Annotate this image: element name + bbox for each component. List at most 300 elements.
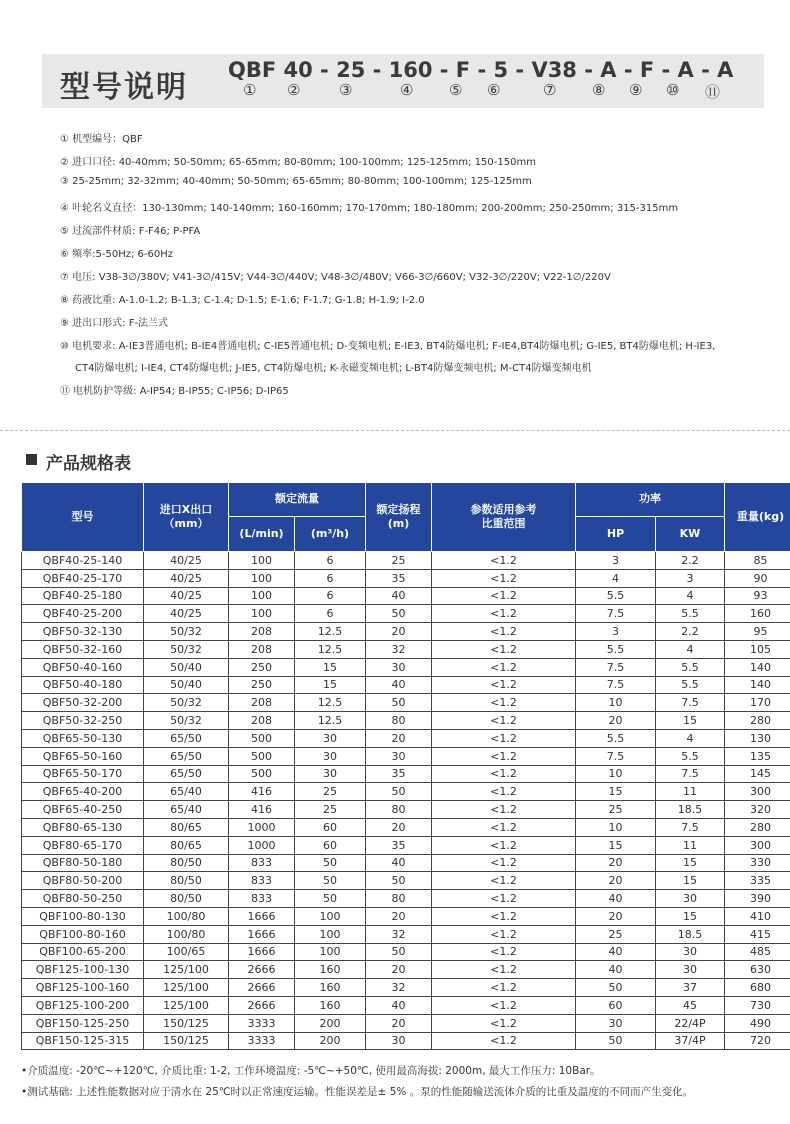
cell-flow-lmin: 1000: [229, 818, 295, 836]
cell-model: QBF50-32-160: [22, 640, 144, 658]
header-flow-lmin: (L/min): [229, 517, 295, 552]
cell-kw: 11: [656, 836, 725, 854]
cell-flow-lmin: 416: [229, 783, 295, 801]
cell-flow-lmin: 100: [229, 587, 295, 605]
cell-kw: 30: [656, 961, 725, 979]
cell-kw: 15: [656, 712, 725, 730]
cell-flow-lmin: 250: [229, 658, 295, 676]
cell-flow-lmin: 500: [229, 729, 295, 747]
cell-model: QBF50-32-250: [22, 712, 144, 730]
cell-port: 40/25: [144, 552, 229, 570]
spec-line-material: ⑤ 过流部件材质: F-F46; P-PFA: [60, 226, 201, 237]
spec-line-machine-code: ① 机型编号：QBF: [60, 134, 143, 145]
cell-head: 80: [366, 712, 432, 730]
table-row: [22, 943, 790, 961]
cell-flow-m3h: 200: [295, 1014, 366, 1032]
cell-kw: 5.5: [656, 676, 725, 694]
model-title: 型号说明: [60, 70, 188, 105]
cell-sg: <1.2: [432, 569, 576, 587]
cell-port: 100/80: [144, 925, 229, 943]
cell-weight: 95: [725, 623, 790, 641]
cell-hp: 30: [576, 1014, 656, 1032]
cell-kw: 7.5: [656, 765, 725, 783]
header-flow: 额定流量: [229, 483, 366, 517]
cell-hp: 40: [576, 943, 656, 961]
cell-model: QBF50-40-180: [22, 676, 144, 694]
model-marker: ⑦: [543, 81, 557, 99]
cell-head: 30: [366, 747, 432, 765]
cell-weight: 85: [725, 552, 790, 570]
cell-weight: 135: [725, 747, 790, 765]
cell-hp: 20: [576, 712, 656, 730]
cell-flow-m3h: 6: [295, 587, 366, 605]
cell-model: QBF65-50-130: [22, 729, 144, 747]
cell-hp: 15: [576, 783, 656, 801]
cell-flow-m3h: 100: [295, 925, 366, 943]
cell-head: 32: [366, 640, 432, 658]
cell-port: 65/50: [144, 765, 229, 783]
table-row: [22, 658, 790, 676]
cell-flow-lmin: 208: [229, 623, 295, 641]
cell-weight: 630: [725, 961, 790, 979]
cell-weight: 140: [725, 676, 790, 694]
header-weight: 重量(kg): [725, 483, 790, 552]
cell-model: QBF80-50-250: [22, 890, 144, 908]
table-row: [22, 729, 790, 747]
cell-model: QBF40-25-140: [22, 552, 144, 570]
cell-flow-m3h: 6: [295, 552, 366, 570]
cell-model: QBF100-65-200: [22, 943, 144, 961]
cell-port: 125/100: [144, 979, 229, 997]
cell-head: 50: [366, 605, 432, 623]
table-row: [22, 552, 790, 570]
cell-flow-lmin: 1666: [229, 907, 295, 925]
cell-kw: 11: [656, 783, 725, 801]
cell-hp: 20: [576, 854, 656, 872]
header-head: [366, 483, 432, 552]
cell-head: 40: [366, 854, 432, 872]
cell-kw: 4: [656, 729, 725, 747]
cell-flow-m3h: 25: [295, 783, 366, 801]
cell-weight: 485: [725, 943, 790, 961]
cell-flow-m3h: 30: [295, 729, 366, 747]
cell-weight: 130: [725, 729, 790, 747]
cell-weight: 335: [725, 872, 790, 890]
cell-sg: <1.2: [432, 961, 576, 979]
cell-hp: 40: [576, 890, 656, 908]
cell-head: 50: [366, 783, 432, 801]
cell-hp: 10: [576, 765, 656, 783]
table-row: [22, 747, 790, 765]
cell-hp: 15: [576, 836, 656, 854]
cell-sg: <1.2: [432, 676, 576, 694]
cell-sg: <1.2: [432, 943, 576, 961]
cell-hp: 20: [576, 907, 656, 925]
cell-model: QBF150-125-315: [22, 1032, 144, 1050]
cell-hp: 5.5: [576, 587, 656, 605]
cell-flow-m3h: 30: [295, 765, 366, 783]
cell-model: QBF40-25-200: [22, 605, 144, 623]
header-head-unit: (m): [387, 517, 410, 530]
cell-kw: 18.5: [656, 925, 725, 943]
model-marker: ⑪: [705, 83, 721, 101]
cell-model: QBF40-25-180: [22, 587, 144, 605]
table-row: [22, 907, 790, 925]
cell-kw: 37: [656, 979, 725, 997]
cell-weight: 90: [725, 569, 790, 587]
table-row: [22, 836, 790, 854]
cell-weight: 415: [725, 925, 790, 943]
spec-line-outlet: ③ 25-25mm; 32-32mm; 40-40mm; 50-50mm; 65-65mm; 80-80mm; 100-100mm; 125-125mm: [60, 176, 532, 187]
cell-flow-m3h: 12.5: [295, 712, 366, 730]
cell-kw: 30: [656, 943, 725, 961]
cell-flow-lmin: 250: [229, 676, 295, 694]
cell-model: QBF50-32-200: [22, 694, 144, 712]
cell-weight: 320: [725, 801, 790, 819]
spec-line-motor-cont: CT4防爆电机; I-IE4, CT4防爆电机; J-IE5, CT4防爆电机; K-永磁变频电机; L-BT4防爆变频电机; M-CT4防爆变频电机: [75, 363, 592, 374]
cell-flow-m3h: 6: [295, 605, 366, 623]
cell-weight: 720: [725, 1032, 790, 1050]
section-title: 产品规格表: [46, 454, 131, 474]
model-marker: ①: [243, 81, 257, 99]
table-row: [22, 996, 790, 1014]
cell-weight: 680: [725, 979, 790, 997]
cell-sg: <1.2: [432, 836, 576, 854]
cell-head: 40: [366, 996, 432, 1014]
cell-head: 20: [366, 729, 432, 747]
section-divider: [0, 430, 790, 431]
spec-line-motor: ⑩ 电机要求: A-IE3普通电机; B-IE4普通电机; C-IE5普通电机; D-变频电机; E-IE3, BT4防爆电机; F-IE4,BT4防爆电机; G-IE5, BT4防爆电机; H-IE3,: [60, 341, 716, 352]
spec-line-connection: ⑨ 进出口形式: F-法兰式: [60, 318, 169, 329]
spec-table-body: [22, 552, 790, 1050]
spec-line-voltage: ⑦ 电压: V38-3∅/380V; V41-3∅/415V; V44-3∅/440V; V48-3∅/480V; V66-3∅/660V; V32-3∅/220V; V22-1∅/220V: [60, 272, 611, 283]
cell-hp: 3: [576, 552, 656, 570]
table-row: [22, 890, 790, 908]
cell-kw: 7.5: [656, 818, 725, 836]
cell-flow-lmin: 208: [229, 712, 295, 730]
cell-model: QBF65-50-160: [22, 747, 144, 765]
cell-port: 150/125: [144, 1014, 229, 1032]
cell-flow-m3h: 25: [295, 801, 366, 819]
header-flow-m3h: (m³/h): [295, 517, 366, 552]
cell-sg: <1.2: [432, 1014, 576, 1032]
cell-sg: <1.2: [432, 801, 576, 819]
cell-hp: 4: [576, 569, 656, 587]
cell-hp: 60: [576, 996, 656, 1014]
cell-flow-m3h: 50: [295, 854, 366, 872]
cell-model: QBF65-40-200: [22, 783, 144, 801]
cell-weight: 390: [725, 890, 790, 908]
cell-flow-lmin: 3333: [229, 1014, 295, 1032]
table-row: [22, 694, 790, 712]
cell-head: 20: [366, 623, 432, 641]
cell-sg: <1.2: [432, 854, 576, 872]
model-marker: ⑥: [487, 81, 501, 99]
table-row: [22, 605, 790, 623]
cell-weight: 330: [725, 854, 790, 872]
cell-hp: 10: [576, 694, 656, 712]
cell-head: 20: [366, 961, 432, 979]
cell-port: 50/32: [144, 640, 229, 658]
cell-model: QBF100-80-130: [22, 907, 144, 925]
cell-hp: 3: [576, 623, 656, 641]
cell-port: 80/65: [144, 836, 229, 854]
cell-port: 40/25: [144, 587, 229, 605]
cell-sg: <1.2: [432, 623, 576, 641]
model-marker: ⑤: [449, 81, 463, 99]
cell-head: 30: [366, 658, 432, 676]
model-marker: ②: [287, 81, 301, 99]
cell-kw: 3: [656, 569, 725, 587]
cell-flow-lmin: 100: [229, 569, 295, 587]
table-row: [22, 1032, 790, 1050]
table-row: [22, 979, 790, 997]
header-kw: KW: [656, 517, 725, 552]
cell-flow-m3h: 100: [295, 943, 366, 961]
header-sg: [432, 483, 576, 552]
cell-sg: <1.2: [432, 587, 576, 605]
cell-head: 50: [366, 694, 432, 712]
spec-line-frequency: ⑥ 频率:5-50Hz; 6-60Hz: [60, 249, 173, 260]
cell-weight: 300: [725, 836, 790, 854]
cell-kw: 30: [656, 890, 725, 908]
model-marker: ④: [400, 81, 414, 99]
model-marker: ⑧: [592, 81, 606, 99]
table-row: [22, 925, 790, 943]
cell-weight: 730: [725, 996, 790, 1014]
cell-kw: 15: [656, 854, 725, 872]
cell-head: 30: [366, 1032, 432, 1050]
cell-port: 65/40: [144, 801, 229, 819]
cell-kw: 7.5: [656, 694, 725, 712]
cell-flow-lmin: 2666: [229, 996, 295, 1014]
cell-flow-lmin: 100: [229, 552, 295, 570]
cell-port: 65/50: [144, 729, 229, 747]
cell-flow-lmin: 2666: [229, 979, 295, 997]
cell-kw: 18.5: [656, 801, 725, 819]
cell-head: 40: [366, 676, 432, 694]
table-row: [22, 872, 790, 890]
table-row: [22, 623, 790, 641]
cell-flow-m3h: 60: [295, 836, 366, 854]
cell-flow-m3h: 160: [295, 996, 366, 1014]
cell-model: QBF80-65-130: [22, 818, 144, 836]
cell-flow-lmin: 208: [229, 640, 295, 658]
table-row: [22, 854, 790, 872]
cell-kw: 15: [656, 907, 725, 925]
cell-port: 65/40: [144, 783, 229, 801]
cell-flow-lmin: 3333: [229, 1032, 295, 1050]
header-port-unit: （mm）: [163, 517, 209, 530]
cell-sg: <1.2: [432, 765, 576, 783]
cell-kw: 2.2: [656, 552, 725, 570]
header-hp: HP: [576, 517, 656, 552]
cell-weight: 160: [725, 605, 790, 623]
cell-flow-m3h: 100: [295, 907, 366, 925]
cell-hp: 25: [576, 801, 656, 819]
cell-head: 32: [366, 925, 432, 943]
cell-head: 20: [366, 907, 432, 925]
cell-port: 50/40: [144, 658, 229, 676]
cell-head: 50: [366, 872, 432, 890]
spec-line-protection: ⑪ 电机防护等级: A-IP54; B-IP55; C-IP56; D-IP65: [60, 386, 289, 397]
cell-flow-m3h: 12.5: [295, 640, 366, 658]
cell-port: 40/25: [144, 569, 229, 587]
cell-sg: <1.2: [432, 694, 576, 712]
cell-kw: 4: [656, 640, 725, 658]
header-sg-label: 参数适用参考: [470, 502, 537, 516]
cell-weight: 170: [725, 694, 790, 712]
cell-weight: 105: [725, 640, 790, 658]
cell-kw: 45: [656, 996, 725, 1014]
cell-head: 35: [366, 836, 432, 854]
header-port: [144, 483, 229, 552]
cell-flow-m3h: 160: [295, 979, 366, 997]
cell-head: 25: [366, 552, 432, 570]
table-row: [22, 818, 790, 836]
table-row: [22, 783, 790, 801]
cell-flow-lmin: 100: [229, 605, 295, 623]
cell-port: 100/80: [144, 907, 229, 925]
cell-port: 150/125: [144, 1032, 229, 1050]
cell-sg: <1.2: [432, 996, 576, 1014]
spec-line-impeller: ④ 叶轮名义直径：130-130mm; 140-140mm; 160-160mm; 170-170mm; 180-180mm; 200-200mm; 250-250mm; 315-315mm: [60, 203, 679, 214]
cell-kw: 4: [656, 587, 725, 605]
cell-flow-m3h: 50: [295, 890, 366, 908]
cell-sg: <1.2: [432, 872, 576, 890]
cell-flow-lmin: 1000: [229, 836, 295, 854]
cell-kw: 2.2: [656, 623, 725, 641]
table-row: [22, 569, 790, 587]
cell-flow-lmin: 500: [229, 747, 295, 765]
cell-port: 50/32: [144, 694, 229, 712]
cell-flow-lmin: 416: [229, 801, 295, 819]
cell-hp: 7.5: [576, 605, 656, 623]
cell-flow-m3h: 200: [295, 1032, 366, 1050]
model-marker: ⑩: [666, 81, 680, 99]
model-marker: ③: [339, 81, 353, 99]
cell-flow-m3h: 12.5: [295, 694, 366, 712]
cell-weight: 300: [725, 783, 790, 801]
table-row: [22, 961, 790, 979]
cell-weight: 490: [725, 1014, 790, 1032]
cell-hp: 7.5: [576, 676, 656, 694]
cell-kw: 15: [656, 872, 725, 890]
cell-hp: 5.5: [576, 729, 656, 747]
cell-port: 80/50: [144, 854, 229, 872]
cell-flow-lmin: 2666: [229, 961, 295, 979]
cell-model: QBF150-125-250: [22, 1014, 144, 1032]
cell-weight: 280: [725, 712, 790, 730]
cell-flow-m3h: 60: [295, 818, 366, 836]
cell-model: QBF125-100-130: [22, 961, 144, 979]
cell-sg: <1.2: [432, 712, 576, 730]
cell-port: 50/32: [144, 712, 229, 730]
spec-table: [21, 482, 790, 1050]
table-row: [22, 712, 790, 730]
cell-sg: <1.2: [432, 925, 576, 943]
table-row: [22, 765, 790, 783]
cell-sg: <1.2: [432, 640, 576, 658]
cell-sg: <1.2: [432, 729, 576, 747]
table-row: [22, 640, 790, 658]
cell-model: QBF100-80-160: [22, 925, 144, 943]
cell-sg: <1.2: [432, 552, 576, 570]
cell-model: QBF65-50-170: [22, 765, 144, 783]
cell-port: 50/32: [144, 623, 229, 641]
table-row: [22, 801, 790, 819]
table-row: [22, 587, 790, 605]
cell-weight: 93: [725, 587, 790, 605]
cell-sg: <1.2: [432, 783, 576, 801]
cell-flow-lmin: 500: [229, 765, 295, 783]
header-power: 功率: [576, 483, 725, 517]
cell-flow-lmin: 833: [229, 872, 295, 890]
cell-port: 65/50: [144, 747, 229, 765]
cell-head: 50: [366, 943, 432, 961]
cell-port: 80/50: [144, 872, 229, 890]
cell-weight: 140: [725, 658, 790, 676]
cell-model: QBF50-32-130: [22, 623, 144, 641]
cell-model: QBF80-50-200: [22, 872, 144, 890]
cell-sg: <1.2: [432, 605, 576, 623]
cell-flow-lmin: 1666: [229, 943, 295, 961]
model-code: QBF 40 - 25 - 160 - F - 5 - V38 - A - F - A - A: [228, 58, 734, 82]
cell-sg: <1.2: [432, 658, 576, 676]
cell-kw: 5.5: [656, 605, 725, 623]
cell-kw: 37/4P: [656, 1032, 725, 1050]
table-row: [22, 676, 790, 694]
cell-port: 40/25: [144, 605, 229, 623]
header-model: 型号: [22, 483, 144, 552]
header-port-label: 进口X出口: [159, 502, 213, 516]
cell-hp: 40: [576, 961, 656, 979]
note-conditions: •介质温度: -20℃~+120℃, 介质比重: 1-2, 工作环境温度: -5℃~+50℃, 使用最高海拔: 2000m, 最大工作压力: 10Bar。: [21, 1065, 601, 1077]
cell-model: QBF80-65-170: [22, 836, 144, 854]
cell-port: 80/65: [144, 818, 229, 836]
cell-hp: 20: [576, 872, 656, 890]
cell-sg: <1.2: [432, 979, 576, 997]
cell-weight: 145: [725, 765, 790, 783]
cell-model: QBF125-100-200: [22, 996, 144, 1014]
cell-port: 50/40: [144, 676, 229, 694]
cell-kw: 5.5: [656, 658, 725, 676]
cell-flow-m3h: 15: [295, 658, 366, 676]
cell-model: QBF80-50-180: [22, 854, 144, 872]
cell-flow-lmin: 833: [229, 890, 295, 908]
cell-hp: 25: [576, 925, 656, 943]
cell-flow-lmin: 208: [229, 694, 295, 712]
cell-hp: 5.5: [576, 640, 656, 658]
cell-hp: 50: [576, 979, 656, 997]
cell-head: 20: [366, 1014, 432, 1032]
cell-hp: 50: [576, 1032, 656, 1050]
section-square-icon: [26, 454, 37, 465]
cell-weight: 410: [725, 907, 790, 925]
cell-hp: 7.5: [576, 658, 656, 676]
cell-head: 20: [366, 818, 432, 836]
cell-port: 125/100: [144, 961, 229, 979]
cell-flow-lmin: 1666: [229, 925, 295, 943]
header-sg-label-2: 比重范围: [481, 517, 526, 530]
cell-kw: 5.5: [656, 747, 725, 765]
cell-sg: <1.2: [432, 747, 576, 765]
cell-hp: 10: [576, 818, 656, 836]
cell-head: 32: [366, 979, 432, 997]
cell-flow-m3h: 12.5: [295, 623, 366, 641]
cell-model: QBF50-40-160: [22, 658, 144, 676]
spec-line-inlet: ② 进口口径: 40-40mm; 50-50mm; 65-65mm; 80-80mm; 100-100mm; 125-125mm; 150-150mm: [60, 157, 536, 168]
